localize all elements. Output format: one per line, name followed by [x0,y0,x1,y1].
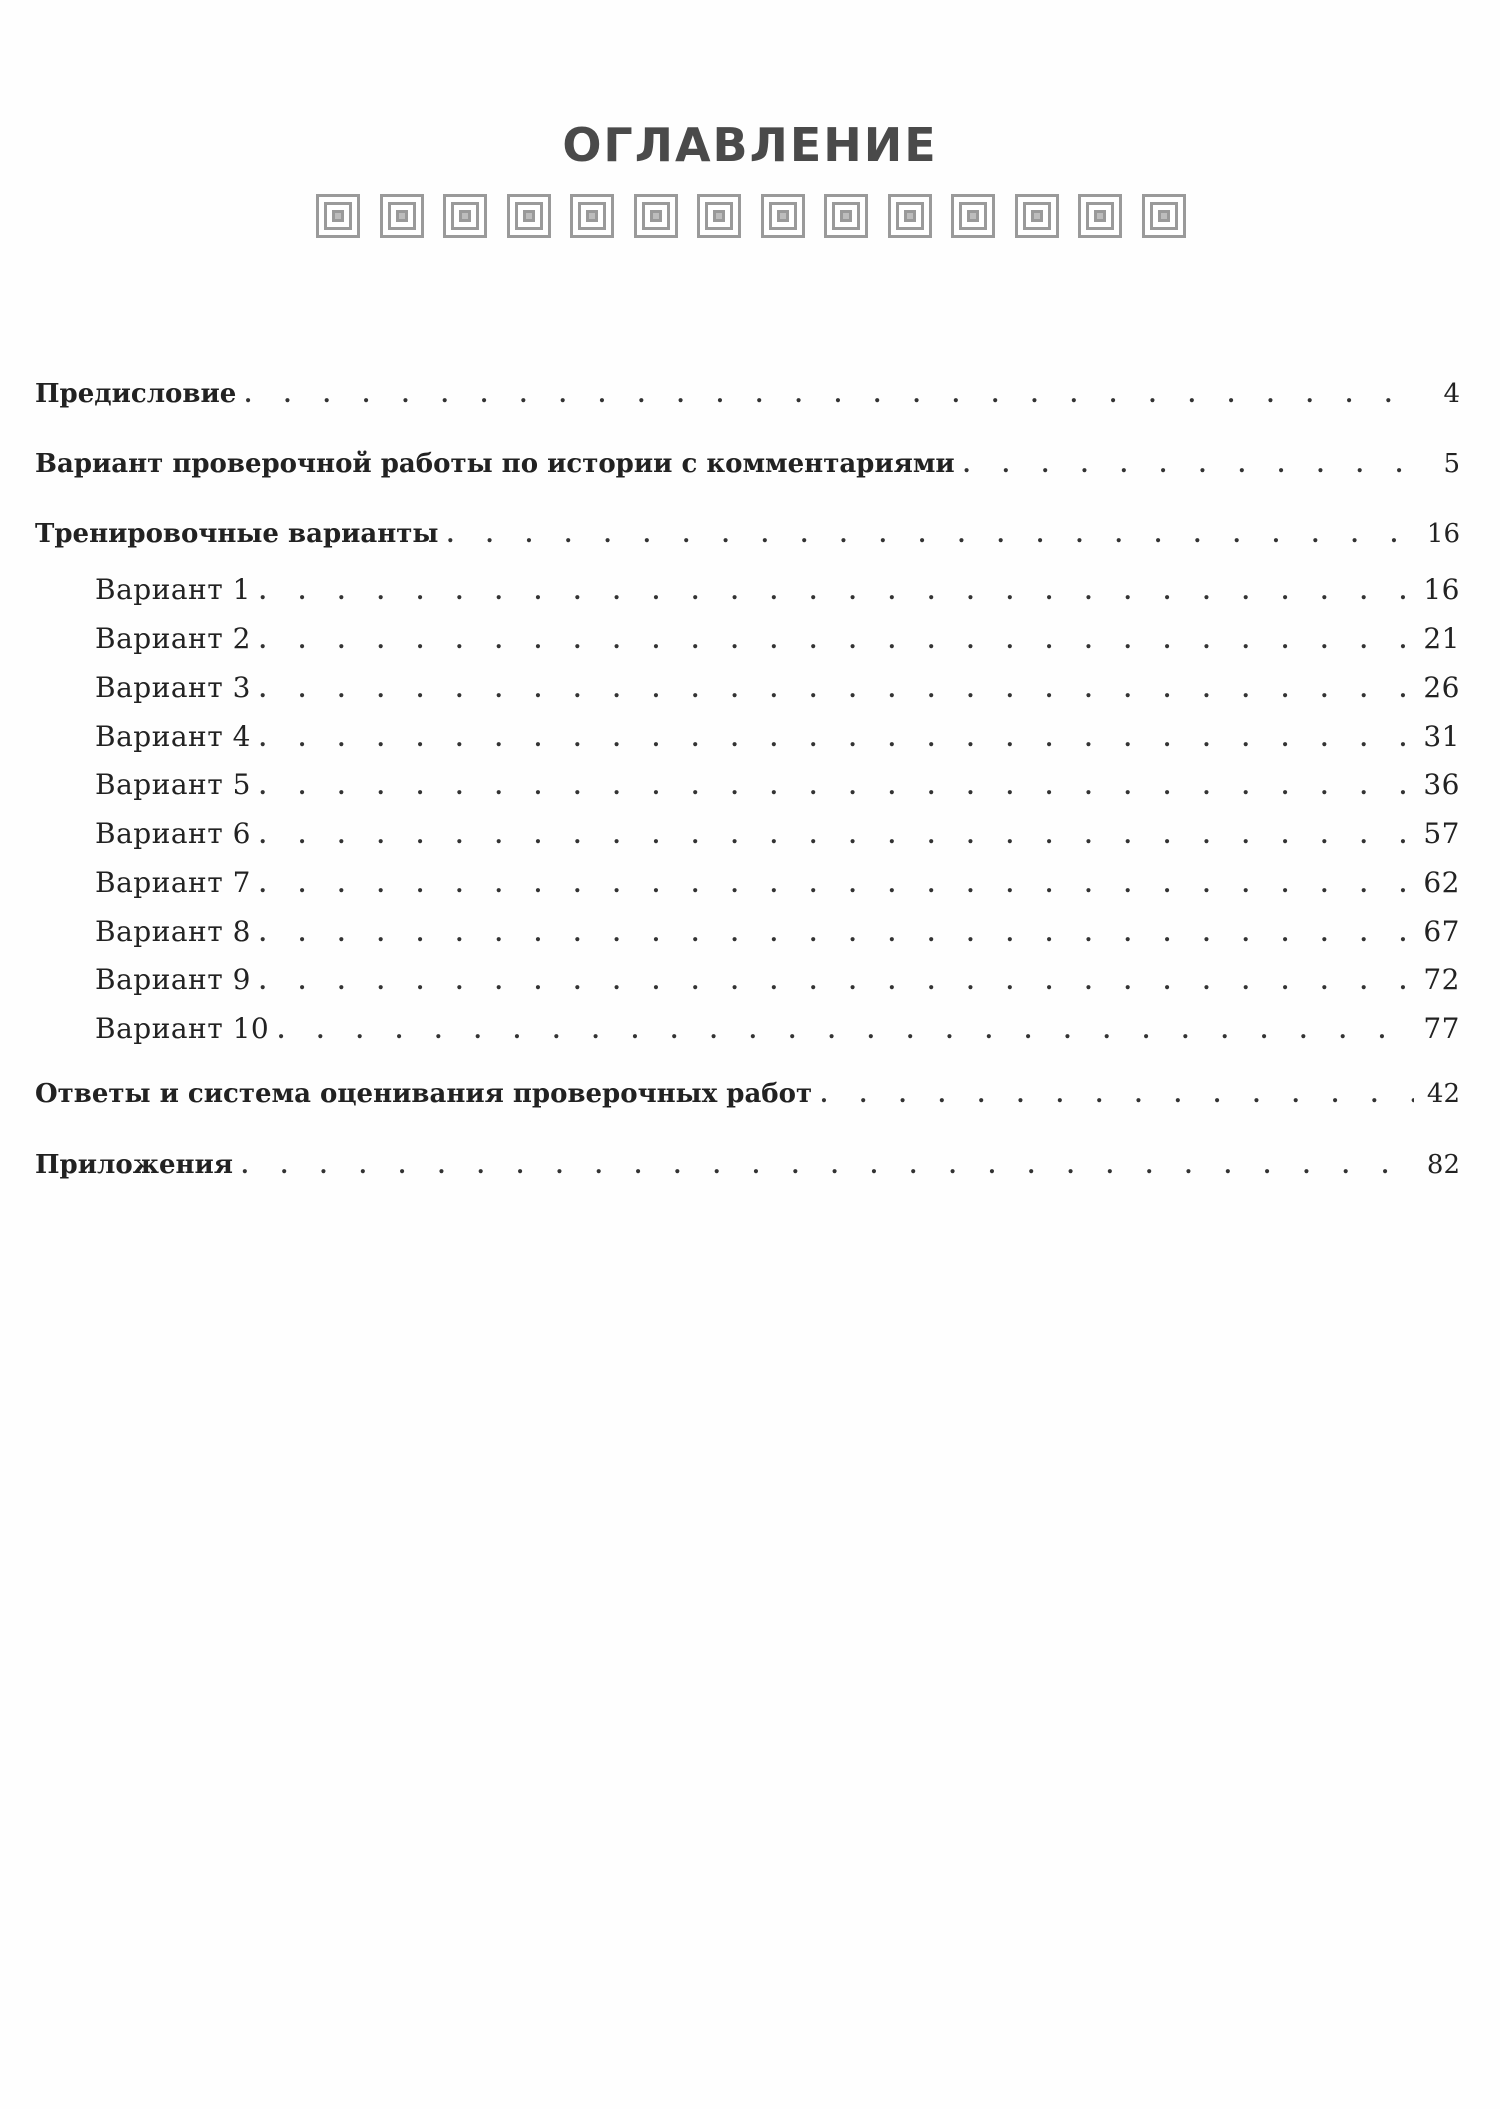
toc-entry-page: 62 [1423,866,1460,899]
toc-dot-leader [277,1011,1414,1051]
ornament-square-icon [824,194,868,238]
toc-entry-page: 31 [1423,720,1460,753]
ornament-square-icon [634,194,678,238]
toc-entry-page: 21 [1423,622,1460,655]
toc-entry-title: Вариант 2 [95,622,251,655]
toc-entry-title: Предисловие [35,379,237,409]
toc-dot-leader [963,445,1414,485]
toc-entry-variant-9[interactable] [95,960,1460,1000]
ornament-border [316,194,1186,240]
ornament-square-icon [1078,194,1122,238]
toc-dot-leader [259,914,1414,954]
toc-entry-title: Вариант 5 [95,768,251,801]
ornament-square-icon [507,194,551,238]
toc-entry-title: Вариант 1 [95,573,251,606]
toc-entry-preface[interactable] [35,374,1460,414]
toc-dot-leader [820,1075,1414,1115]
toc-entry-page: 42 [1426,1079,1460,1109]
toc-entry-page: 67 [1423,915,1460,948]
toc-entry-title: Вариант 3 [95,671,251,704]
toc-dot-leader [259,865,1414,905]
toc-entry-answers[interactable] [35,1074,1460,1114]
toc-dot-leader [259,621,1414,661]
toc-dot-leader [259,962,1414,1002]
toc-entry-title: Вариант 4 [95,720,251,753]
ornament-square-icon [380,194,424,238]
page-title: ОГЛАВЛЕНИЕ [562,118,938,172]
toc-dot-leader [259,719,1414,759]
toc-entry-title: Ответы и система оценивания проверочных работ [35,1079,813,1109]
toc-dot-leader [244,375,1414,415]
ornament-square-icon [888,194,932,238]
ornament-square-icon [570,194,614,238]
toc-dot-leader [241,1146,1414,1186]
toc-entry-title: Тренировочные варианты [35,519,439,549]
toc-dot-leader [259,816,1414,856]
ornament-square-icon [1142,194,1186,238]
toc-entry-title: Вариант 7 [95,866,251,899]
toc-entry-training-variants[interactable] [35,514,1460,554]
toc-entry-commented-variant[interactable] [35,444,1460,484]
ornament-square-icon [951,194,995,238]
toc-entry-title: Приложения [35,1150,234,1180]
toc-entry-title: Вариант проверочной работы по истории с комментариями [35,449,955,479]
toc-entry-variant-2[interactable] [95,619,1460,659]
toc-dot-leader [259,670,1414,710]
toc-entry-variant-1[interactable] [95,570,1460,610]
toc-entry-title: Вариант 10 [95,1012,270,1045]
toc-entry-page: 16 [1426,519,1460,549]
toc-entry-variant-6[interactable] [95,814,1460,854]
toc-entry-title: Вариант 6 [95,817,251,850]
toc-entry-variant-4[interactable] [95,717,1460,757]
toc-entry-page: 5 [1443,449,1460,479]
toc-entry-page: 16 [1423,573,1460,606]
toc-entry-page: 26 [1423,671,1460,704]
toc-entry-title: Вариант 8 [95,915,251,948]
ornament-square-icon [1015,194,1059,238]
toc-entry-page: 36 [1423,768,1460,801]
toc-entry-variant-7[interactable] [95,863,1460,903]
toc-entry-variant-5[interactable] [95,765,1460,805]
toc-dot-leader [446,515,1414,555]
ornament-square-icon [316,194,360,238]
toc-entry-variant-3[interactable] [95,668,1460,708]
toc-entry-variant-10[interactable] [95,1009,1460,1049]
toc-entry-page: 72 [1423,963,1460,996]
toc-entry-variant-8[interactable] [95,912,1460,952]
toc-entry-page: 4 [1443,379,1460,409]
ornament-square-icon [697,194,741,238]
toc-entry-page: 57 [1423,817,1460,850]
toc-dot-leader [259,767,1414,807]
toc-entry-page: 77 [1423,1012,1460,1045]
toc-dot-leader [259,572,1414,612]
toc-entry-page: 82 [1426,1150,1460,1180]
toc-entry-appendices[interactable] [35,1145,1460,1185]
ornament-square-icon [443,194,487,238]
toc-entry-title: Вариант 9 [95,963,251,996]
ornament-square-icon [761,194,805,238]
